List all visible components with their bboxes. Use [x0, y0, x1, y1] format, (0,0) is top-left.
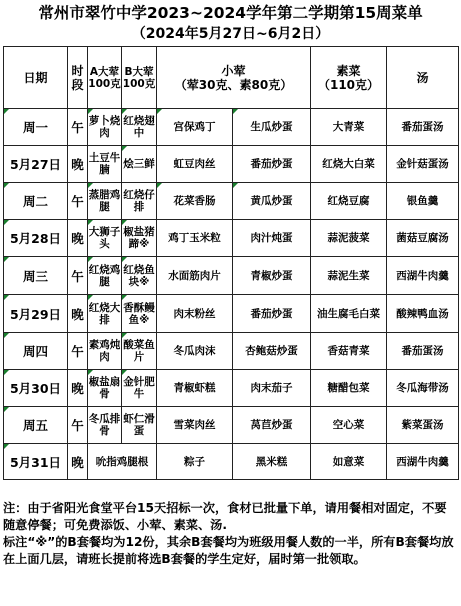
header-veg — [311, 47, 387, 109]
menu-row — [4, 257, 459, 295]
cell-b-set: 红烧鱼块※ — [122, 257, 157, 295]
cell-slot: 午 — [68, 183, 88, 220]
cell-small-meat-2: 莴苣炒蛋 — [233, 407, 311, 444]
menu-row — [4, 333, 459, 370]
menu-row — [4, 370, 459, 407]
menu-row — [4, 183, 459, 220]
header-veg-note: （110克） — [317, 77, 380, 92]
cell-b-set: 虾仁滑蛋 — [122, 407, 157, 444]
cell-small-meat-2: 番茄炒蛋 — [233, 146, 311, 183]
header-small-meat — [157, 47, 311, 109]
cell-small-meat-1: 冬瓜肉沫 — [157, 333, 233, 370]
cell-small-meat-1: 宫保鸡丁 — [157, 109, 233, 146]
cell-date: 5月28日 — [4, 220, 68, 257]
menu-row — [4, 220, 459, 257]
cell-small-meat-2: 番茄炒蛋 — [233, 295, 311, 333]
weekly-menu-table — [3, 46, 459, 480]
cell-a-set: 土豆牛腩 — [88, 146, 122, 183]
menu-row — [4, 109, 459, 146]
cell-a-set: 冬瓜排骨 — [88, 407, 122, 444]
cell-soup: 西湖牛肉羹 — [387, 444, 459, 480]
cell-a-set: 大狮子头 — [88, 220, 122, 257]
cell-a-set: 萝卜烧肉 — [88, 109, 122, 146]
notes — [3, 500, 458, 568]
cell-date: 5月27日 — [4, 146, 68, 183]
cell-slot: 午 — [68, 109, 88, 146]
cell-date: 5月29日 — [4, 295, 68, 333]
cell-veg: 红烧大白菜 — [311, 146, 387, 183]
cell-slot: 晚 — [68, 146, 88, 183]
menu-body — [4, 109, 459, 480]
cell-date: 周二 — [4, 183, 68, 220]
cell-b-set: 香酥鳗鱼※ — [122, 295, 157, 333]
cell-veg: 大青菜 — [311, 109, 387, 146]
cell-ab-set: 吮指鸡腿根 — [88, 444, 157, 480]
cell-date: 周五 — [4, 407, 68, 444]
header-date: 日期 — [4, 47, 68, 109]
cell-a-set: 蒸腊鸡腿 — [88, 183, 122, 220]
cell-soup: 西湖牛肉羹 — [387, 257, 459, 295]
cell-a-set: 素鸡炖肉 — [88, 333, 122, 370]
cell-slot: 晚 — [68, 444, 88, 480]
cell-veg: 蒜泥菠菜 — [311, 220, 387, 257]
cell-veg: 空心菜 — [311, 407, 387, 444]
cell-small-meat-2: 黄瓜炒蛋 — [233, 183, 311, 220]
cell-small-meat-2: 肉末茄子 — [233, 370, 311, 407]
cell-b-set: 金针肥牛 — [122, 370, 157, 407]
menu-row — [4, 146, 459, 183]
cell-small-meat-2: 黑米糕 — [233, 444, 311, 480]
cell-a-set: 红烧鸡腿 — [88, 257, 122, 295]
cell-veg: 如意菜 — [311, 444, 387, 480]
cell-slot: 晚 — [68, 220, 88, 257]
cell-veg: 油生腐毛白菜 — [311, 295, 387, 333]
menu-row — [4, 407, 459, 444]
cell-slot: 午 — [68, 407, 88, 444]
header-slot: 时段 — [68, 47, 88, 109]
menu-title: 常州市翠竹中学2023~2024学年第二学期第15周菜单 — [38, 4, 423, 22]
cell-small-meat-1: 青椒虾糕 — [157, 370, 233, 407]
cell-soup: 紫菜蛋汤 — [387, 407, 459, 444]
cell-date: 周四 — [4, 333, 68, 370]
cell-soup: 冬瓜海带汤 — [387, 370, 459, 407]
cell-small-meat-1: 鸡丁玉米粒 — [157, 220, 233, 257]
cell-slot: 晚 — [68, 295, 88, 333]
cell-small-meat-2: 青椒炒蛋 — [233, 257, 311, 295]
cell-b-set: 红烧翅中 — [122, 109, 157, 146]
cell-soup: 酸辣鸭血汤 — [387, 295, 459, 333]
cell-small-meat-1: 虹豆肉丝 — [157, 146, 233, 183]
cell-small-meat-1: 花菜香肠 — [157, 183, 233, 220]
cell-small-meat-1: 水面筋肉片 — [157, 257, 233, 295]
header-row — [4, 47, 459, 109]
header-veg-label: 素菜 — [336, 63, 361, 78]
cell-a-set: 红烧大排 — [88, 295, 122, 333]
cell-slot: 午 — [68, 257, 88, 295]
cell-soup: 菌菇豆腐汤 — [387, 220, 459, 257]
cell-date: 周三 — [4, 257, 68, 295]
cell-small-meat-1: 粽子 — [157, 444, 233, 480]
cell-date: 周一 — [4, 109, 68, 146]
cell-b-set: 椒盐猪蹄※ — [122, 220, 157, 257]
cell-soup: 金针菇蛋汤 — [387, 146, 459, 183]
cell-small-meat-2: 杏鲍菇炒蛋 — [233, 333, 311, 370]
menu-date-range: （2024年5月27日~6月2日） — [131, 26, 330, 42]
header-small-meat-label: 小荤 — [221, 63, 246, 78]
cell-small-meat-2: 肉汁炖蛋 — [233, 220, 311, 257]
note-2: 标注“※”的B套餐均为12份，其余B套餐均为班级用餐人数的一半，所有B套餐均放在上面几层，请班长提前将选B套餐的学生定好，届时第一批领取。 — [3, 535, 454, 566]
cell-b-set: 红烧仔排 — [122, 183, 157, 220]
cell-small-meat-1: 肉末粉丝 — [157, 295, 233, 333]
note-1: 注：由于省阳光食堂平台15天招标一次，食材已批量下单，请用餐相对固定，不要随意停餐；可免费添饭、小荤、素菜、汤. — [3, 501, 447, 532]
cell-veg: 蒜泥生菜 — [311, 257, 387, 295]
menu-row — [4, 295, 459, 333]
cell-slot: 午 — [68, 333, 88, 370]
header-soup: 汤 — [387, 47, 459, 109]
cell-soup: 银鱼羹 — [387, 183, 459, 220]
cell-small-meat-1: 雪菜肉丝 — [157, 407, 233, 444]
header-b-set: B大荤100克 — [122, 47, 157, 109]
cell-small-meat-2: 生瓜炒蛋 — [233, 109, 311, 146]
header-a-set: A大荤100克 — [88, 47, 122, 109]
cell-date: 5月30日 — [4, 370, 68, 407]
cell-soup: 番茄蛋汤 — [387, 333, 459, 370]
cell-soup: 番茄蛋汤 — [387, 109, 459, 146]
cell-b-set: 酸菜鱼片 — [122, 333, 157, 370]
cell-date: 5月31日 — [4, 444, 68, 480]
menu-row — [4, 444, 459, 480]
cell-a-set: 椒盐扇骨 — [88, 370, 122, 407]
header-small-meat-note: （荤30克、素80克） — [174, 77, 293, 92]
cell-slot: 晚 — [68, 370, 88, 407]
cell-veg: 糖醋包菜 — [311, 370, 387, 407]
cell-veg: 红烧豆腐 — [311, 183, 387, 220]
cell-veg: 香菇青菜 — [311, 333, 387, 370]
cell-b-set: 烩三鲜 — [122, 146, 157, 183]
